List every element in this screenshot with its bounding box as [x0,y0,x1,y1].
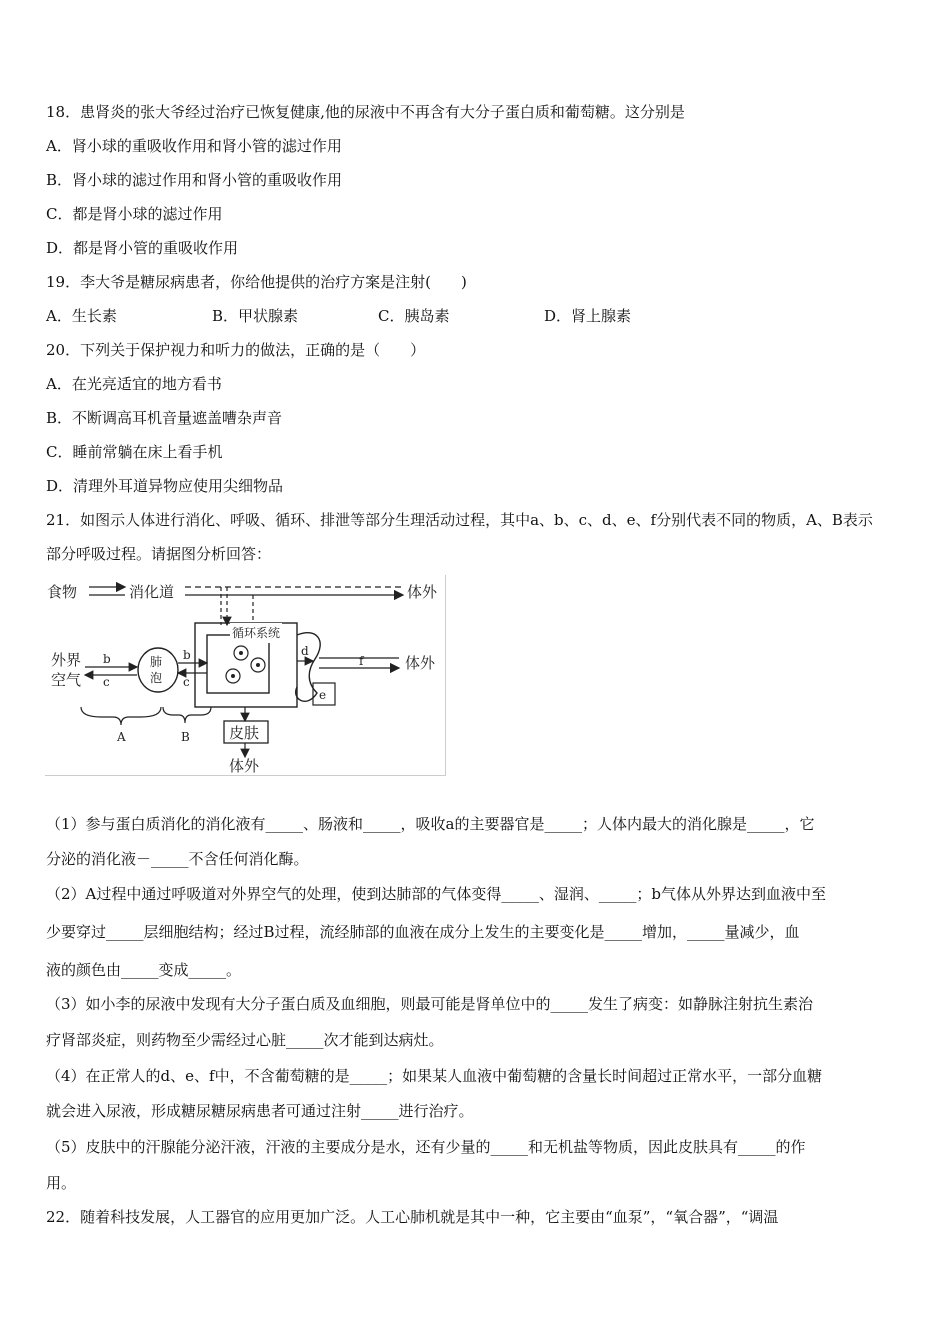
q21-sub-1-line1: （1）参与蛋白质消化的消化液有_____、肠液和_____，吸收a的主要器官是_____；人体内最大的消化腺是_____，它 [46,815,815,833]
label-f: f [359,654,364,668]
q20-stem: 20．下列关于保护视力和听力的做法，正确的是（ ） [46,341,426,359]
q18-option-a: A．肾小球的重吸收作用和肾小管的滤过作用 [46,137,342,155]
q18-stem: 18．患肾炎的张大爷经过治疗已恢复健康,他的尿液中不再含有大分子蛋白质和葡萄糖。这分别是 [46,103,685,121]
q21-sub-1-line2: 分泌的消化液－_____不含任何消化酶。 [46,850,309,868]
q20-option-a: A．在光亮适宜的地方看书 [46,375,222,393]
q19-option-a: A．生长素 [46,307,117,325]
q21-sub-5-line1: （5）皮肤中的汗腺能分泌汗液，汗液的主要成分是水，还有少量的_____和无机盐等物质，因此皮肤具有_____的作 [46,1138,806,1156]
q21-stem-line1: 21．如图示人体进行消化、呼吸、循环、排泄等部分生理活动过程，其中a、b、c、d、e、f分别代表不同的物质，A、B表示 [46,511,873,529]
physiology-diagram-svg [45,575,445,775]
label-b-blood: b [183,648,191,662]
label-b-air: b [103,652,111,666]
label-outside-right: 体外 [405,654,436,672]
physiology-diagram [45,575,446,776]
label-skin: 皮肤 [229,724,260,742]
label-B: B [181,730,190,744]
label-c-air: c [103,675,110,689]
label-c-blood: c [183,675,190,689]
label-alveoli-2: 泡 [150,671,163,685]
label-outside-top: 体外 [407,583,438,601]
q19-option-c: C．胰岛素 [378,307,450,325]
label-outer-air-2: 空气 [51,671,82,689]
q18-option-c: C．都是肾小球的滤过作用 [46,205,223,223]
q21-sub-2-line3: 液的颜色由_____变成_____。 [46,961,242,979]
label-outer-air-1: 外界 [51,651,82,669]
label-A: A [117,730,126,744]
q19-stem: 19．李大爷是糖尿病患者，你给他提供的治疗方案是注射( ) [46,273,467,291]
q21-sub-2-line1: （2）A过程中通过呼吸道对外界空气的处理，使到达肺部的气体变得_____、湿润、_____；b气体从外界达到血液中至 [46,885,826,903]
q19-options [46,306,631,326]
q20-option-c: C．睡前常躺在床上看手机 [46,443,223,461]
label-circulation: 循环系统 [232,626,281,640]
q21-sub-3-line2: 疗肾部炎症，则药物至少需经过心脏_____次才能到达病灶。 [46,1031,444,1049]
q21-stem-line2: 部分呼吸过程。请据图分析回答： [46,545,272,563]
label-alveoli-1: 肺 [150,655,163,669]
q19-option-d: D．肾上腺素 [544,307,632,325]
q20-option-b: B．不断调高耳机音量遮盖嘈杂声音 [46,409,283,427]
q20-option-d: D．清理外耳道异物应使用尖细物品 [46,477,284,495]
q19-option-b: B．甲状腺素 [212,307,299,325]
label-food: 食物 [47,583,78,601]
q21-sub-2-line2: 少要穿过_____层细胞结构；经过B过程，流经肺部的血液在成分上发生的主要变化是_____增加，_____量减少，血 [46,923,800,941]
label-outside-bottom: 体外 [229,757,260,775]
q18-option-d: D．都是肾小管的重吸收作用 [46,239,239,257]
q18-option-b: B．肾小球的滤过作用和肾小管的重吸收作用 [46,171,343,189]
label-e: e [319,688,327,702]
label-digestive-tract: 消化道 [129,583,175,601]
q21-sub-4-line1: （4）在正常人的d、e、f中，不含葡萄糖的是_____；如果某人血液中葡萄糖的含量长时间超过正常水平，一部分血糖 [46,1067,823,1085]
q21-sub-4-line2: 就会进入尿液，形成糖尿糖尿病患者可通过注射_____进行治疗。 [46,1102,474,1120]
q21-sub-5-line2: 用。 [46,1174,77,1192]
q22-stem: 22．随着科技发展，人工器官的应用更加广泛。人工心肺机就是其中一种，它主要由“血泵”，“氧合器”，“调温 [46,1208,779,1226]
q21-sub-3-line1: （3）如小李的尿液中发现有大分子蛋白质及血细胞，则最可能是肾单位中的_____发生了病变：如静脉注射抗生素治 [46,995,814,1013]
label-d: d [301,644,309,658]
